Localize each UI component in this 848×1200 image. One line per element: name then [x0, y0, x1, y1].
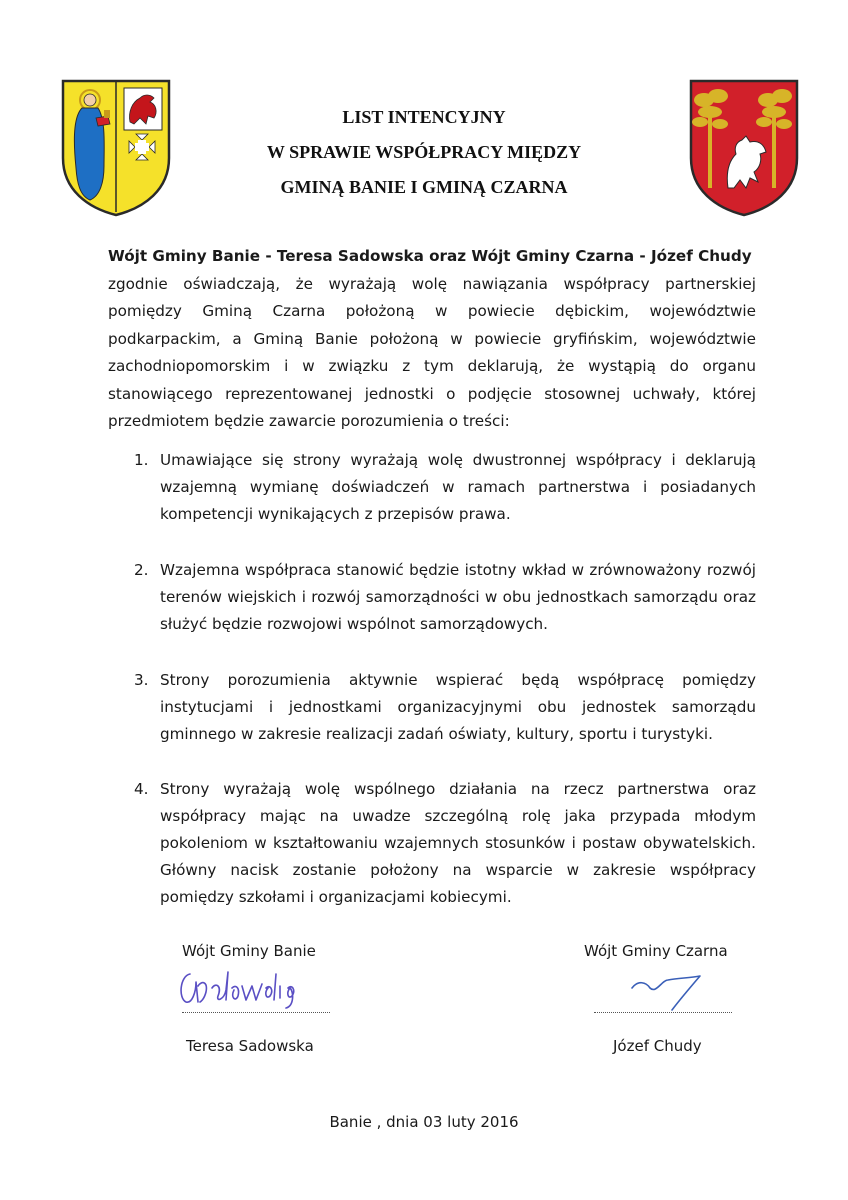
signature-line-right — [594, 1012, 732, 1013]
intro-paragraph — [108, 243, 756, 436]
signatory-name-right: Józef Chudy — [613, 1037, 702, 1055]
list-item-number: 4. — [134, 780, 149, 798]
list-item-text: Wzajemna współpraca stanowić będzie istotny wkład w zrównoważony rozwój terenów wiejskich i rozwój samorządności w obu jednostkach samorządu oraz służyć będzie rozwojowi wspólnot samorządowych. — [160, 561, 756, 633]
signature-title-right: Wójt Gminy Czarna — [584, 942, 728, 960]
banie-coat-of-arms-icon — [60, 78, 172, 218]
place-date: Banie , dnia 03 luty 2016 — [329, 1113, 519, 1131]
intro-lead: Wójt Gminy Banie - Teresa Sadowska oraz Wójt Gminy Czarna - Józef Chudy — [108, 247, 752, 265]
signature-title-left: Wójt Gminy Banie — [182, 942, 316, 960]
list-item-number: 2. — [134, 561, 149, 579]
czarna-coat-of-arms-icon — [688, 78, 800, 218]
signature-left-icon — [176, 962, 334, 1012]
intro-body: zgodnie oświadczają, że wyrażają wolę nawiązania współpracy partnerskiej pomiędzy Gminą Czarna położoną w powiecie dębickim, województwie podkarpackim, a Gminą Banie położoną w powiecie gryfińskim, województwie zachodniopomorskim i w związku z tym deklarują, że wystąpią do organu stanowiącego reprezentowanej jednostki o podjęcie stosownej uchwały, której przedmiotem będzie zawarcie porozumienia o treści: — [108, 274, 756, 430]
list-item-text: Strony wyrażają wolę wspólnego działania na rzecz partnerstwa oraz współpracy mając na uwadze szczególną rolę jaka przypada młodym pokoleniom w kształtowaniu wzajemnych stosunków i postaw obywatelskich. Główny nacisk zostanie położony na wsparcie w zakresie współpracy pomiędzy szkołami i organizacjami kobiecymi. — [160, 780, 756, 906]
list-item-number: 3. — [134, 671, 149, 689]
title-line-1: LIST INTENCYJNY — [342, 107, 506, 127]
signature-line-left — [182, 1012, 330, 1013]
list-item-text: Umawiające się strony wyrażają wolę dwustronnej współpracy i deklarują wzajemną wymianę doświadczeń w ramach partnerstwa i posiadanych kompetencji wynikających z przepisów prawa. — [160, 451, 756, 523]
document-title — [200, 100, 648, 205]
list-item-number: 1. — [134, 451, 149, 469]
list-item-text: Strony porozumienia aktywnie wspierać będą współpracę pomiędzy instytucjami i jednostkami organizacyjnymi obu jednostek samorządu gminnego w zakresie realizacji zadań oświaty, kultury, sportu i turystyki. — [160, 671, 756, 743]
title-line-2: W SPRAWIE WSPÓŁPRACY MIĘDZY — [266, 142, 582, 162]
signature-right-icon — [628, 968, 708, 1014]
title-line-3: GMINĄ BANIE I GMINĄ CZARNA — [280, 177, 568, 197]
signatory-name-left: Teresa Sadowska — [186, 1037, 314, 1055]
